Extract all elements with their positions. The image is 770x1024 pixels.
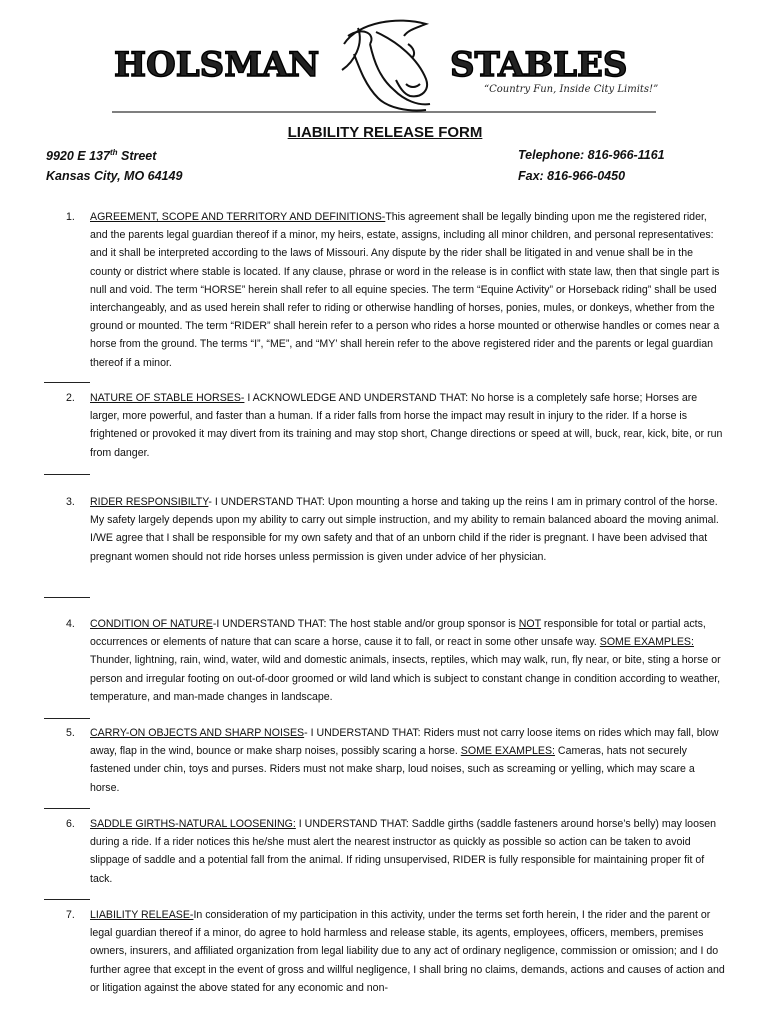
- clause-item: [46, 724, 726, 797]
- separator-rule: [44, 382, 90, 383]
- clause-text: [90, 724, 726, 797]
- separator-rule: [44, 899, 90, 900]
- street-prefix: 9920 E 137: [46, 149, 110, 164]
- clause-text: [90, 815, 726, 888]
- clause-item: [46, 906, 726, 997]
- clause-number: 6.: [66, 818, 75, 830]
- clause-text: [90, 208, 726, 372]
- separator-rule: [44, 718, 90, 719]
- clause-heading: AGREEMENT, SCOPE AND TERRITORY AND DEFINITIONS-: [90, 211, 386, 223]
- fax: Fax: 816-966-0450: [518, 169, 626, 183]
- clause-number: 5.: [66, 727, 75, 739]
- clause-item: [46, 389, 726, 462]
- logo-right-word: STABLES: [450, 45, 628, 85]
- clause-heading: RIDER RESPONSIBILTY: [90, 496, 209, 508]
- clause-number: 4.: [66, 618, 75, 630]
- clause-heading: CONDITION OF NATURE: [90, 618, 213, 630]
- separator-rule: [44, 808, 90, 809]
- clause-body: Thunder, lightning, rain, wind, water, wild and domestic animals, insects, reptiles, which may walk, run, fly near, or bite, sting a horse or person and irregular footing on out-of-door groomed or wild land which is subject to constant change in condition according to weather, temperature, and man-made changes in landscape.: [90, 654, 721, 703]
- clause-heading: SADDLE GIRTHS-NATURAL LOOSENING:: [90, 818, 296, 830]
- clause-item: [46, 815, 726, 888]
- logo-left-word: HOLSMAN: [114, 45, 320, 85]
- clause-number: 2.: [66, 392, 75, 404]
- clause-body: -I UNDERSTAND THAT: The host stable and/or group sponsor is: [212, 618, 519, 630]
- separator-rule: [44, 474, 90, 475]
- street-suffix: Street: [117, 149, 157, 164]
- clause-item: [46, 493, 726, 566]
- clause-number: 3.: [66, 496, 75, 508]
- horse-head-icon: [342, 21, 430, 111]
- street-address: [46, 148, 156, 163]
- clause-heading: NATURE OF STABLE HORSES-: [90, 392, 245, 404]
- clause-item: [46, 208, 726, 372]
- clause-text: [90, 493, 726, 566]
- logo-tagline: “Country Fun, Inside City Limits!”: [484, 84, 659, 95]
- clause-emphasis: SOME EXAMPLES:: [460, 745, 555, 758]
- clause-body: I ACKNOWLEDGE AND UNDERSTAND THAT: No horse is a completely safe horse; Horses are larger, more powerful, and faster than a human. If a rider falls from horse the impact may result in injury to the rider. If a horse is frightened or provoked it may divert from its training and may stop short, Change directions or speed at will, buck, rear, kick, bite, or run from danger.: [90, 392, 723, 459]
- clause-text: [90, 389, 726, 462]
- company-logo: [108, 14, 662, 118]
- page-title: LIABILITY RELEASE FORM: [287, 124, 483, 141]
- clause-number: 1.: [66, 211, 75, 223]
- separator-rule: [44, 597, 90, 598]
- clause-body: - I UNDERSTAND THAT: Upon mounting a horse and taking up the reins I am in primary control of the horse. My safety largely depends upon my ability to carry out simple instruction, and my ability to remain balanced aboard the moving animal. I/WE agree that I shall be responsible for my own safety and that of an unborn child if the rider is pregnant. I have been advised that pregnant women should not ride horses unless permission is given under advice of her physician.: [90, 496, 719, 563]
- clause-item: [46, 615, 726, 706]
- telephone: Telephone: 816-966-1161: [518, 148, 665, 162]
- clause-heading: LIABILITY RELEASE-: [90, 909, 194, 921]
- city-address: Kansas City, MO 64149: [46, 169, 183, 183]
- clause-body: Cameras, hats not securely fastened under chin, toys and purses. Riders must not make sharp, loud noises, such as screaming or yelling, which may scare a horse.: [90, 745, 695, 794]
- clause-heading: CARRY-ON OBJECTS AND SHARP NOISES: [90, 727, 305, 739]
- clause-emphasis: SOME EXAMPLES:: [599, 636, 694, 649]
- clause-emphasis: NOT: [518, 618, 541, 630]
- clause-body: responsible for total or partial acts, occurrences or elements of nature that can scare a horse, cause it to fall, or react in some other unsafe way.: [90, 618, 706, 649]
- clause-body: - I UNDERSTAND THAT: Riders must not carry loose items on rides which may fall, blow away, flap in the wind, bounce or make sharp noises, possibly scaring a horse.: [90, 727, 719, 758]
- clause-number: 7.: [66, 909, 75, 921]
- clause-body: In consideration of my participation in this activity, under the terms set forth herein, I the rider and the parent or legal guardian thereof if a minor, do agree to hold harmless and release stable, its agents, employees, officers, members, premises owners, insurers, and affiliated organization from legal liability due to any act of ordinary negligence, commission or omission; and I do further agree that except in the event of gross and willful negligence, I shall bring no claims, demands, actions and causes of action and or litigation against the above stated for any economic and non-: [90, 909, 725, 994]
- clause-text: [90, 906, 726, 997]
- street-sup: th: [109, 148, 118, 157]
- clause-body: I UNDERSTAND THAT: Saddle girths (saddle fasteners around horse’s belly) may loosen during a ride. If a rider notices this he/she must alert the nearest instructor as quickly as possible so action can be taken to avoid slippage of saddle and a potential fall from the animal. If riding unsupervised, RIDER is fully responsible for maintaining proper fit of tack.: [90, 818, 717, 885]
- clause-text: [90, 615, 726, 706]
- clause-body: This agreement shall be legally binding upon me the registered rider, and the parents legal guardian thereof if a minor, my heirs, estate, assigns, including all minor children, and personal representatives: and it shall be interpreted according to the laws of Missouri. Any dispute by the rider shall be litigated in and venue shall be in the county or district where stable is located. If any clause, phrase or word in the release is in conflict with state law, then that single part is null and void. The term “HORSE” herein shall refer to all equine species. The term “Equine Activity” or Horseback riding” shall be used interchangeably, and as used herein shall refer to riding or otherwise handling of horses, ponies, mules, or donkeys, whether from the ground or mounted. The term “RIDER” shall herein refer to a person who rides a horse mounted or otherwise handles or comes near a horse from the ground. The terms “I”, “ME”, and “MY’ shall herein refer to the above registered rider and the parents or legal guardian thereof if a minor.: [90, 211, 720, 369]
